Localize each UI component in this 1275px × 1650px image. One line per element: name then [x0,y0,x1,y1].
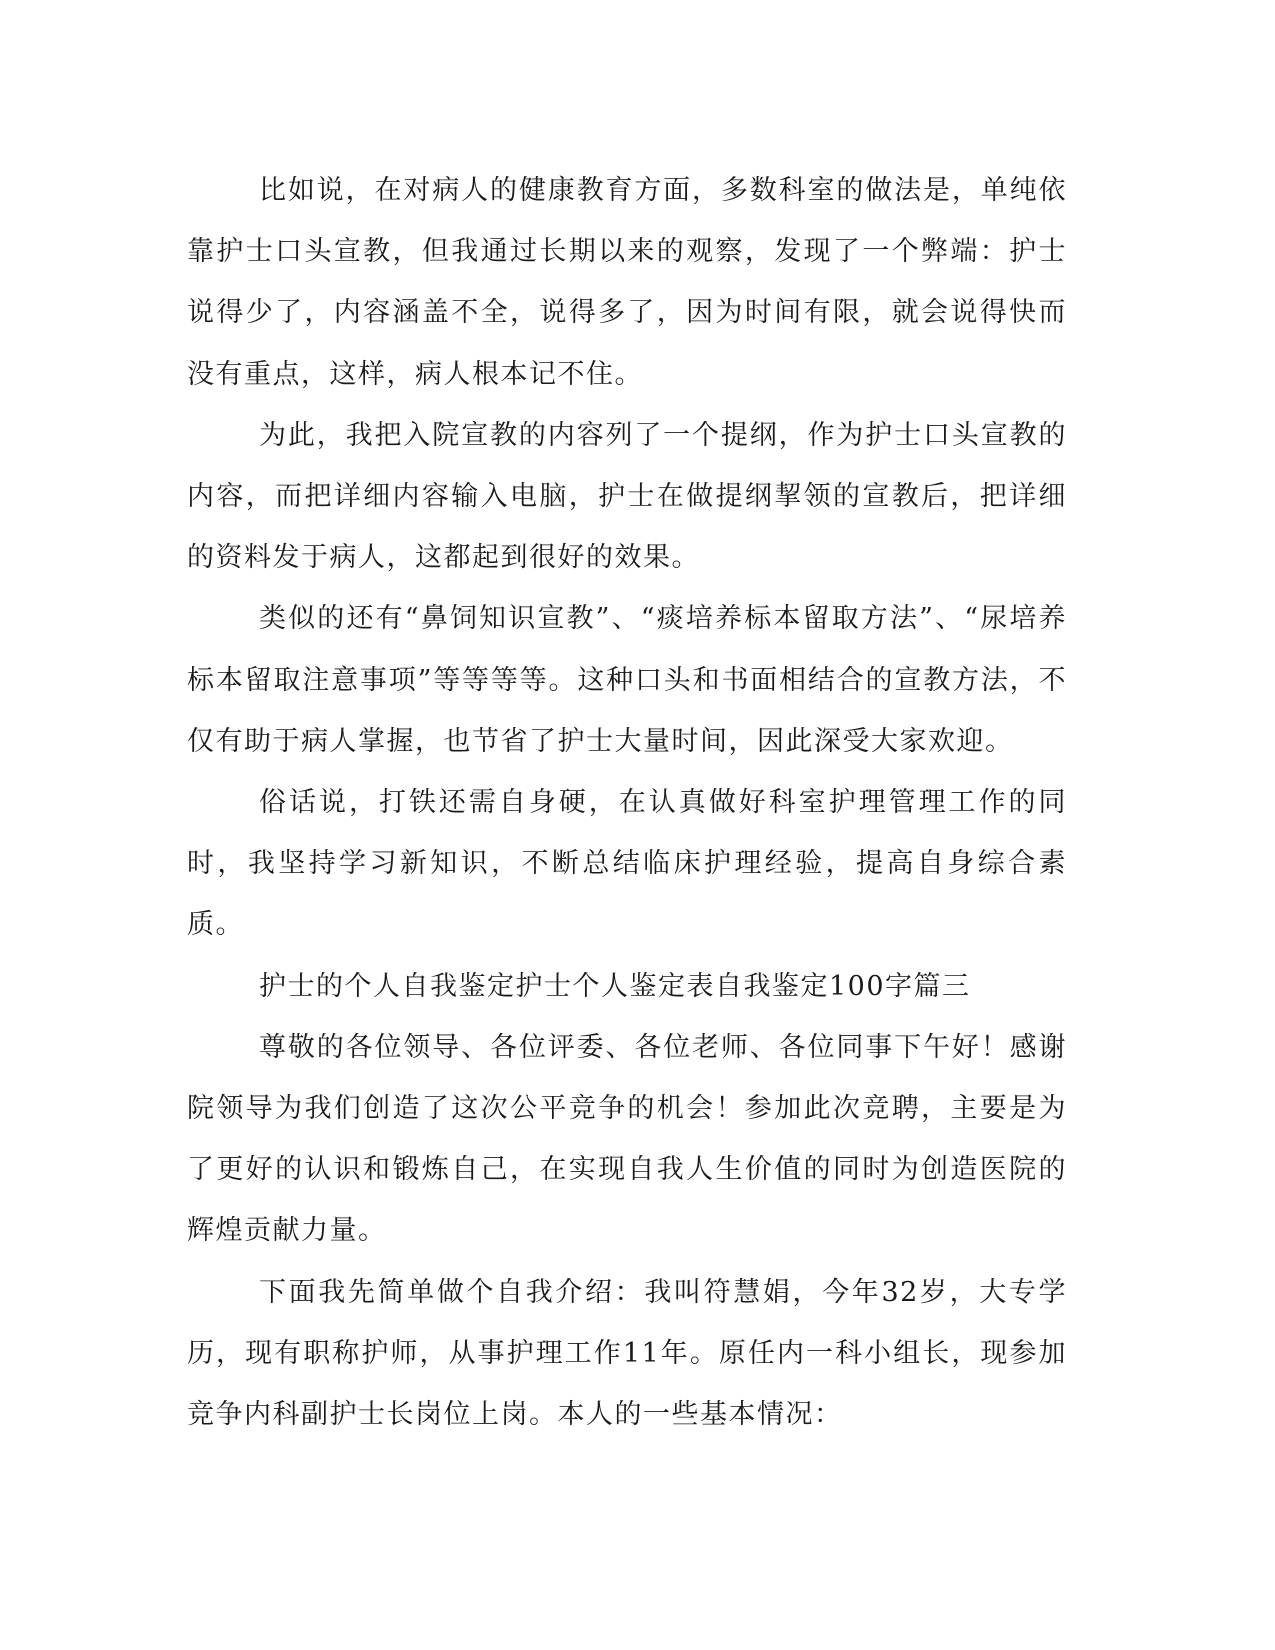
paragraph-similar-examples: 类似的还有“鼻饲知识宣教”、“痰培养标本留取方法”、“尿培养标本留取注意事项”等等等等。这种口头和书面相结合的宣教方法，不仅有助于病人掌握，也节省了护士大量时间，因此深受大家欢迎。 [187,603,1067,757]
document-body [187,160,1067,1445]
paragraph-health-education: 比如说，在对病人的健康教育方面，多数科室的做法是，单纯依靠护士口头宣教，但我通过长期以来的观察，发现了一个弊端：护士说得少了，内容涵盖不全，说得多了，因为时间有限，就会说得快而没有重点，这样，病人根本记不住。 [187,175,1067,390]
paragraph-outline-method: 为此，我把入院宣教的内容列了一个提纲，作为护士口头宣教的内容，而把详细内容输入电脑，护士在做提纲挈领的宣教后，把详细的资料发于病人，这都起到很好的效果。 [187,419,1067,574]
paragraph-greeting: 尊敬的各位领导、各位评委、各位老师、各位同事下午好！感谢院领导为我们创造了这次公平竞争的机会！参加此次竞聘，主要是为了更好的认识和锻炼自己，在实现自我人生价值的同时为创造医院的辉煌贡献力量。 [187,1031,1067,1247]
paragraph-self-improvement: 俗话说，打铁还需自身硬，在认真做好科室护理管理工作的同时，我坚持学习新知识，不断总结临床护理经验，提高自身综合素质。 [187,787,1067,941]
section-heading: 护士的个人自我鉴定护士个人鉴定表自我鉴定100字篇三 [259,970,971,1002]
paragraph-self-introduction: 下面我先简单做个自我介绍：我叫符慧娟，今年32岁，大专学历，现有职称护师，从事护理工作11年。原任内一科小组长，现参加竞争内科副护士长岗位上岗。本人的一些基本情况： [187,1276,1067,1431]
